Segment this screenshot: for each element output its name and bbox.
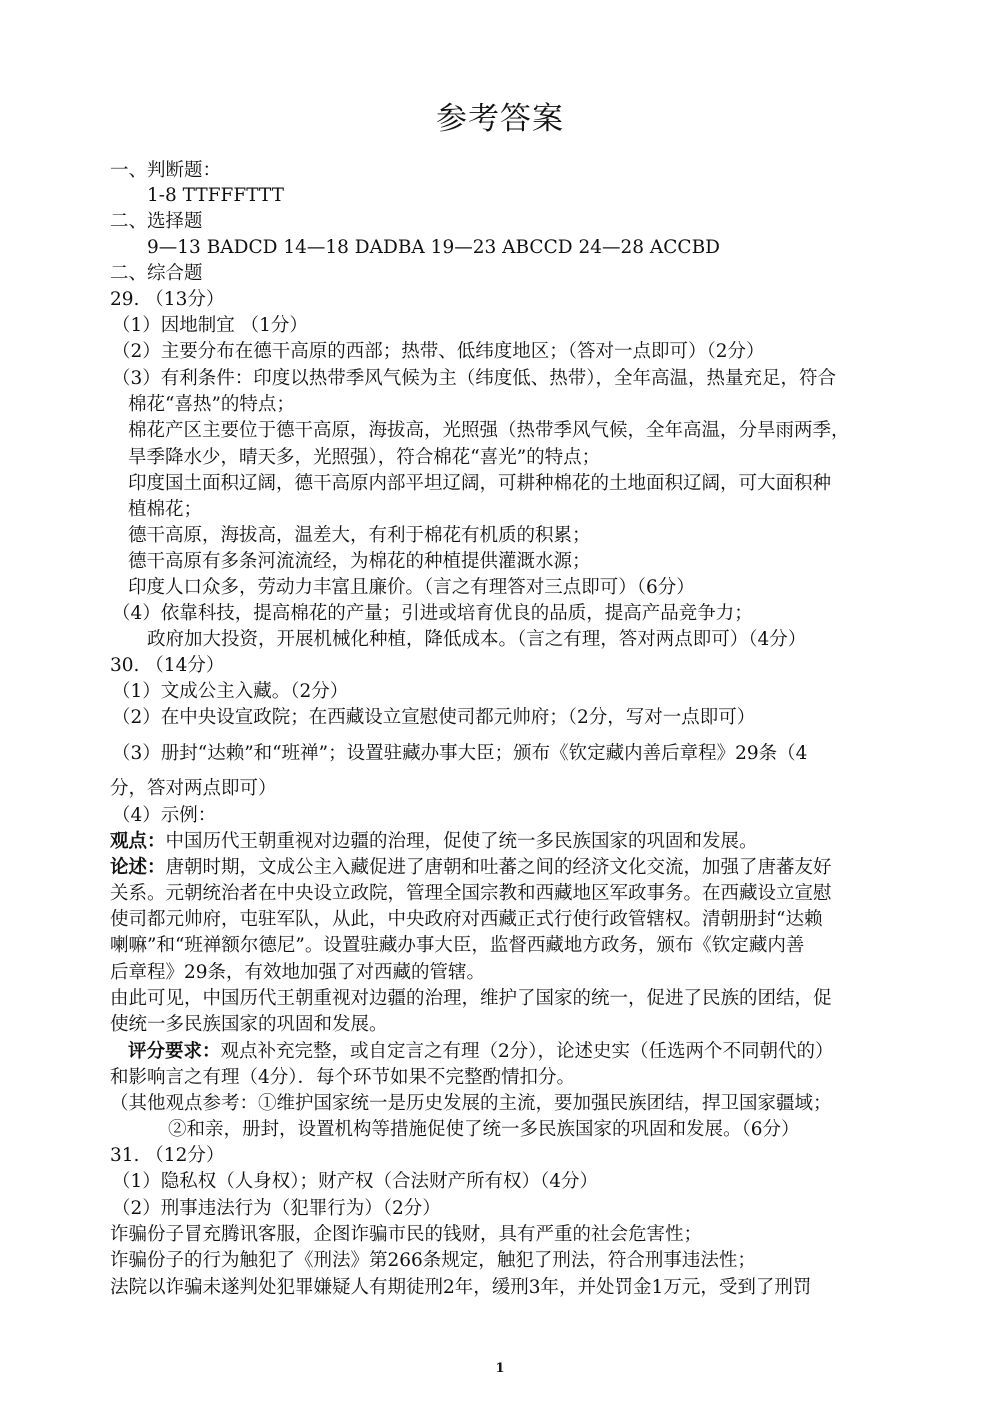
q29-part3-line8: 德干高原有多条河流流经，为棉花的种植提供灌溉水源；	[128, 551, 591, 572]
q30-header: 30. （14分）	[110, 655, 225, 676]
q29-header: 29. （13分）	[110, 289, 225, 310]
q30-part2: （2）在中央设宣政院；在西藏设立宣慰使司都元帅府；（2分，写对一点即可）	[112, 707, 756, 728]
choice-answers: 9—13 BADCD 14—18 DADBA 19—23 ABCCD 24—28 ACCBD	[147, 237, 721, 258]
q31-part2: （2）刑事违法行为（犯罪行为）（2分）	[112, 1198, 441, 1219]
q30-argument-line2: 关系。元朝统治者在中央设立政院，管理全国宗教和西藏地区军政事务。在西藏设立宣慰	[110, 883, 832, 904]
judgment-answers: 1-8 TTFFFTTT	[147, 185, 284, 206]
q29-part3-line4: 旱季降水少，晴天多，光照强），符合棉花“喜光”的特点；	[128, 447, 601, 468]
q29-part3-line6: 植棉花；	[128, 499, 203, 520]
q29-part4-line1: （4）依靠科技，提高棉花的产量；引进或培育优良的品质，提高产品竞争力；	[112, 603, 753, 624]
q30-argument-line5: 后章程》29条，有效地加强了对西藏的管辖。	[110, 962, 486, 983]
grading-label: 评分要求：	[128, 1041, 221, 1062]
q30-part3-line1: （3）册封“达赖”和“班禅”；设置驻藏办事大臣；颁布《钦定藏内善后章程》29条（4	[112, 743, 808, 764]
q31-header: 31. （12分）	[110, 1145, 225, 1166]
q30-argument-line3: 使司都元帅府，屯驻军队，从此，中央政府对西藏正式行使行政管辖权。清朝册封“达赖	[110, 909, 823, 930]
q31-line3: 法院以诈骗未遂判处犯罪嫌疑人有期徒刑2年，缓刑3年，并处罚金1万元，受到了刑罚	[110, 1277, 812, 1298]
q29-part3-line3: 棉花产区主要位于德干高原，海拔高，光照强（热带季风气候，全年高温，分旱雨两季，	[128, 420, 850, 441]
q29-part4-line2: 政府加大投资，开展机械化种植，降低成本。（言之有理，答对两点即可）（4分）	[147, 629, 807, 650]
q30-part3-line2: 分，答对两点即可）	[110, 778, 277, 799]
section-judgment-heading: 一、判断题：	[110, 160, 222, 181]
q30-conclusion-line1: 由此可见，中国历代王朝重视对边疆的治理，维护了国家的统一，促进了民族的团结，促	[110, 988, 832, 1009]
q30-argument-line4: 喇嘛”和“班禅额尔德尼”。设置驻藏办事大臣，监督西藏地方政务，颁布《钦定藏内善	[110, 935, 805, 956]
q31-line1: 诈骗份子冒充腾讯客服，企图诈骗市民的钱财，具有严重的社会危害性；	[110, 1224, 703, 1245]
q31-part1: （1）隐私权（人身权）；财产权（合法财产所有权）（4分）	[112, 1171, 599, 1192]
viewpoint-label: 观点：	[110, 831, 166, 852]
q30-argument-line1	[110, 855, 832, 881]
q30-viewpoint	[110, 829, 758, 855]
q30-other-line2: ②和亲，册封，设置机构等措施促使了统一多民族国家的巩固和发展。（6分）	[168, 1119, 800, 1140]
page-number: 1	[495, 1361, 505, 1376]
argument-label: 论述：	[110, 857, 166, 878]
q30-grading-line1	[128, 1039, 834, 1065]
q30-part4: （4）示例：	[112, 805, 217, 826]
q30-conclusion-line2: 使统一多民族国家的巩固和发展。	[110, 1014, 388, 1035]
argument-text: 唐朝时期，文成公主入藏促进了唐朝和吐蕃之间的经济文化交流，加强了唐蕃友好	[165, 857, 832, 878]
section-choice-heading: 二、选择题	[110, 211, 203, 232]
q30-part1: （1）文成公主入藏。（2分）	[112, 681, 349, 702]
q30-grading-line2: 和影响言之有理（4分）．每个环节如果不完整酌情扣分。	[110, 1067, 576, 1088]
section-comprehensive-heading: 二、综合题	[110, 263, 203, 284]
q29-part3-line5: 印度国土面积辽阔，德干高原内部平坦辽阔，可耕种棉花的土地面积辽阔，可大面积种	[128, 473, 832, 494]
grading-text: 观点补充完整，或自定言之有理（2分），论述史实（任选两个不同朝代的）	[220, 1041, 834, 1062]
q29-part3-line2: 棉花“喜热”的特点；	[128, 394, 295, 415]
page-title: 参考答案	[436, 101, 564, 137]
q30-other-line1: （其他观点参考：①维护国家统一是历史发展的主流，要加强民族团结，捍卫国家疆域；	[110, 1093, 832, 1114]
viewpoint-text: 中国历代王朝重视对边疆的治理，促使了统一多民族国家的巩固和发展。	[165, 831, 758, 852]
q29-part1: （1）因地制宜 （1分）	[112, 315, 308, 336]
q29-part3-line7: 德干高原，海拔高，温差大，有利于棉花有机质的积累；	[128, 525, 591, 546]
q29-part3-line9: 印度人口众多，劳动力丰富且廉价。（言之有理答对三点即可）（6分）	[128, 577, 695, 598]
q29-part3-line1: （3）有利条件：印度以热带季风气候为主（纬度低、热带），全年高温，热量充足，符合	[112, 368, 837, 389]
q29-part2: （2）主要分布在德干高原的西部；热带、低纬度地区；（答对一点即可）（2分）	[112, 341, 765, 362]
q31-line2: 诈骗份子的行为触犯了《刑法》第266条规定，触犯了刑法，符合刑事违法性；	[110, 1250, 756, 1271]
